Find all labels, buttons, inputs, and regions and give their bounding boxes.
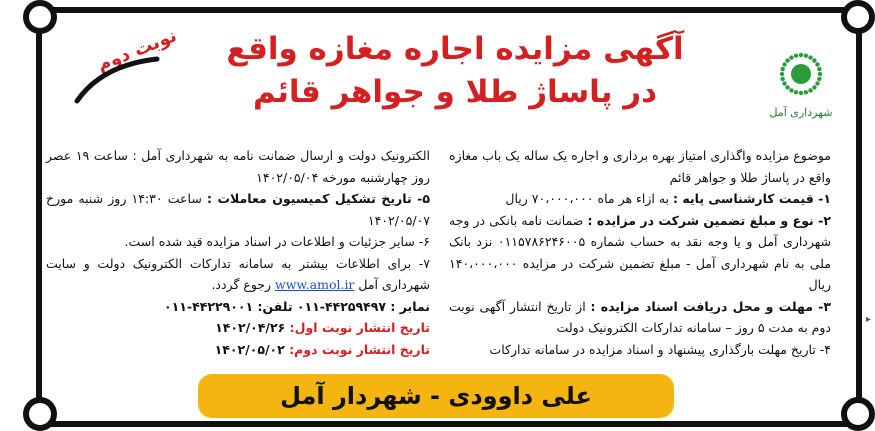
round-tag: نوبت دوم (94, 25, 180, 76)
subject-paragraph: موضوع مزایده واگذاری امتیاز بهره برداری و اجاره یک ساله یک باب مغازه واقع در پاساژ طلا و جواهر قائم (449, 148, 831, 185)
deadline-item: ۴- تاریخ مهلت بارگذاری پیشنهاد و اسناد مزایده در سامانه تدارکات (489, 341, 831, 357)
deadline-continuation: الکترونیک دولت و ارسال ضمانت نامه به شهرداری آمل : ساعت ۱۹ عصر روز چهارشنبه مورخه ۱۴۰۲/۰۵/۰۴ (46, 148, 430, 185)
frame-corner (841, 0, 875, 34)
municipality-emblem-icon (775, 48, 827, 100)
guarantee-text: ضمانت نامه بانکی در وجه شهرداری آمل و یا وجه نقد به حساب شماره ۰۱۱۵۷۸۶۲۴۶۰۰۵ نزد بانک ملی به نام شهرداری آمل - مبلغ تضمین شرکت در مزایده ۱۴۰،۰۰۰،۰۰۰ ریال (449, 212, 832, 292)
contact-numbers: نمابر : ۴۴۲۵۹۴۹۷-۰۱۱ تلفن: ۴۴۲۲۹۰۰۱-۰۱۱ (164, 298, 430, 314)
frame-corner (23, 0, 57, 34)
first-publication-label: تاریخ انتشار نوبت اول: (289, 320, 430, 335)
first-publication-date: ۱۴۰۲/۰۴/۲۶ (215, 320, 290, 335)
more-info-text: ۷- برای اطلاعات بیشتر به سامانه تدارکات الکترونیک دولت و سایت شهرداری آمل (46, 255, 430, 292)
second-publication (46, 339, 430, 361)
details-item: ۶- سایر جزئیات و اطلاعات در اسناد مزایده قید شده است. (124, 234, 430, 249)
base-price-item (449, 188, 831, 210)
amol-municipality-logo (761, 48, 841, 119)
first-publication (46, 317, 430, 339)
right-text-column (449, 145, 831, 360)
documents-item (449, 296, 831, 339)
ad-title (225, 28, 685, 114)
commission-text: ساعت ۱۴:۳۰ روز شنبه مورخ ۱۴۰۲/۰۵/۰۷ (46, 191, 430, 228)
mayor-signature-banner: علی داوودی - شهردار آمل (198, 374, 674, 418)
second-publication-date: ۱۴۰۲/۰۵/۰۲ (214, 341, 290, 357)
frame-corner (841, 397, 875, 431)
title-line-1: آگهی مزایده اجاره مغازه واقع (226, 31, 684, 67)
base-price-text: به ازاء هر ماه ۷۰،۰۰۰،۰۰۰ ریال (505, 191, 674, 206)
commission-item (46, 188, 430, 231)
more-info-item (46, 253, 430, 296)
left-text-column (46, 145, 430, 360)
more-info-suffix: رجوع گردد. (211, 277, 276, 292)
guarantee-label: ۲- نوع و مبلغ تضمین شرکت در مزایده : (587, 212, 831, 228)
second-publication-label: تاریخ انتشار نوبت دوم: (289, 341, 430, 357)
logo-label: شهرداری آمل (769, 106, 833, 119)
website-link[interactable]: www.amol.ir (275, 277, 355, 292)
round-curve-decoration (72, 55, 162, 105)
scroll-arrow-icon[interactable]: ▸ (865, 314, 871, 325)
documents-label: ۳- مهلت و محل دریافت اسناد مزایده : (590, 298, 832, 314)
title-line-2: در پاساژ طلا و جواهر قائم (252, 74, 658, 110)
frame-corner (23, 397, 57, 431)
documents-text: از تاریخ انتشار آگهی نوبت دوم به مدت ۵ روز – سامانه تدارکات الکترونیک دولت (449, 298, 831, 335)
guarantee-item (449, 210, 831, 296)
base-price-label: ۱- قیمت کارشناسی پایه : (673, 191, 831, 206)
commission-label: ۵- تاریخ تشکیل کمیسیون معاملات : (206, 191, 430, 206)
